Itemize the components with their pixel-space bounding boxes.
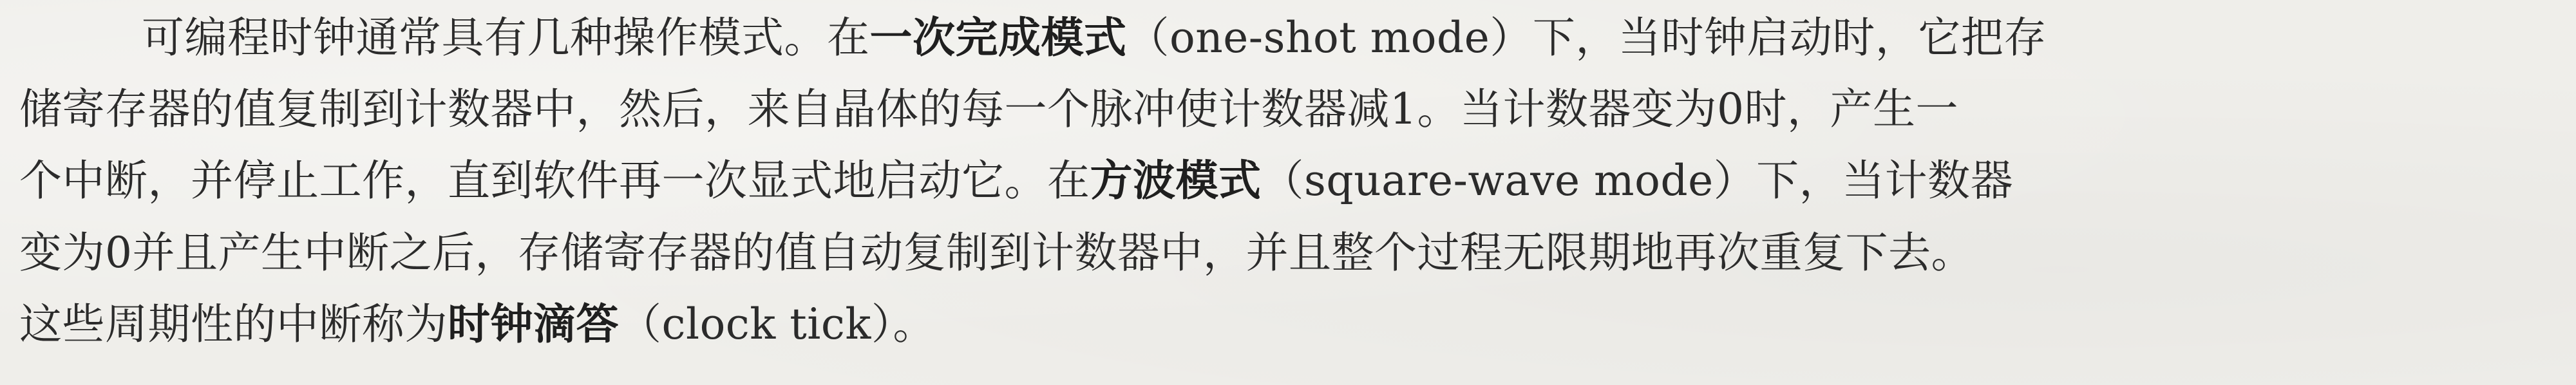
bold-term-clock-tick: 时钟滴答: [448, 299, 619, 349]
bold-term-one-shot-mode: 一次完成模式: [869, 12, 1127, 62]
text-line-4: [19, 221, 1974, 285]
bold-term-square-wave-mode: 方波模式: [1090, 155, 1262, 205]
text-segment: （clock tick）。: [619, 299, 936, 349]
text-segment: 储寄存器的值复制到计数器中，然后，来自晶体的每一个脉冲使计数器减1。当计数器变为0时，产生一: [19, 84, 1958, 134]
text-segment: 可编程时钟通常具有几种操作模式。在: [142, 13, 870, 62]
text-segment: 变为0并且产生中断之后，存储寄存器的值自动复制到计数器中，并且整个过程无限期地再次重复下去。: [19, 228, 1974, 277]
text-line-5: [19, 292, 936, 356]
text-segment: （one-shot mode）下，当时钟启动时，它把存: [1126, 13, 2047, 62]
text-segment: 这些周期性的中断称为: [19, 299, 448, 349]
text-line-2: [19, 77, 1958, 142]
text-line-3: [19, 148, 2013, 212]
text-segment: 个中断，并停止工作，直到软件再一次显式地启动它。在: [19, 156, 1090, 205]
text-segment: （square-wave mode）下，当计数器: [1261, 156, 2014, 205]
text-paragraph: [19, 0, 2570, 385]
text-line-1: [142, 5, 2047, 70]
